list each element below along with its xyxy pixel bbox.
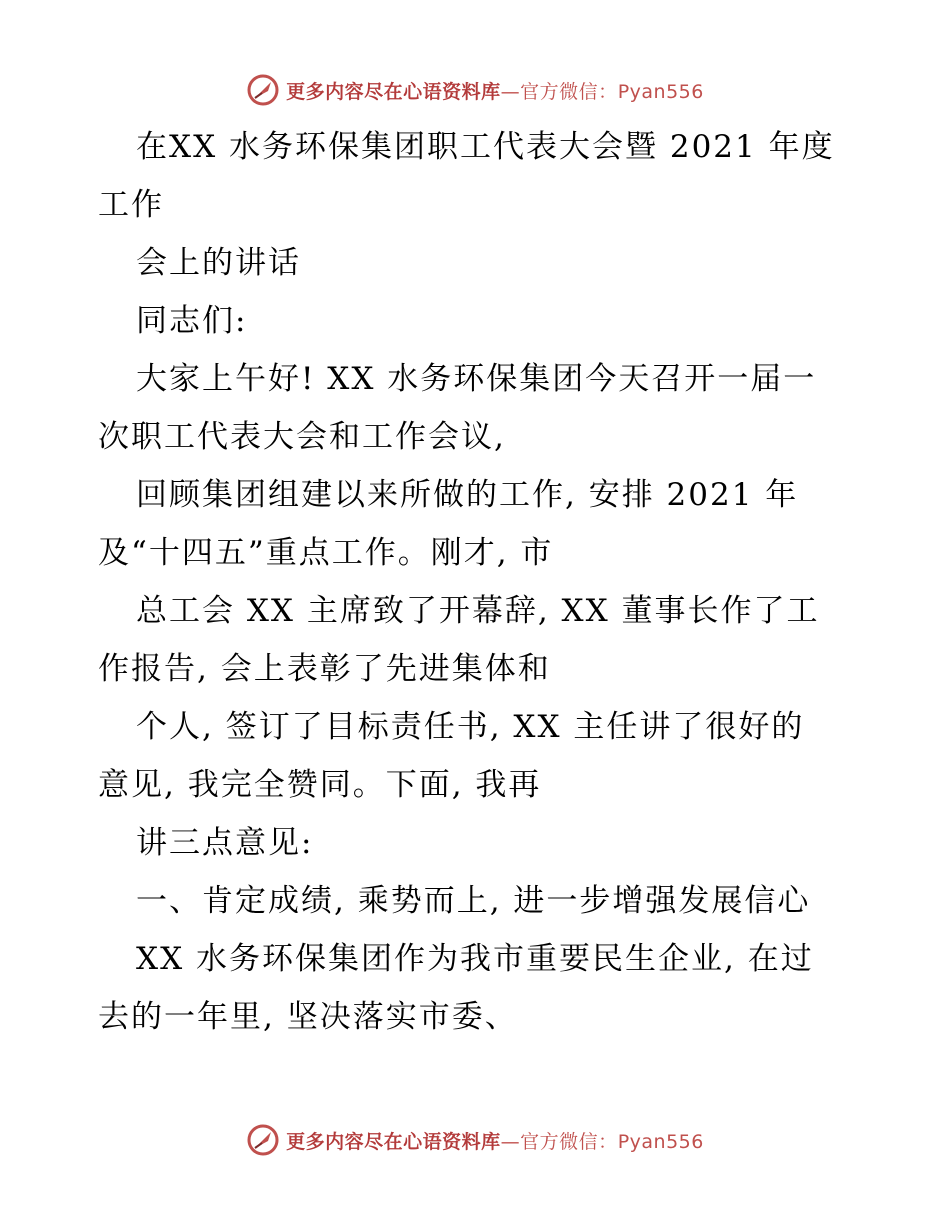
banner-wechat-id: Pyan556 xyxy=(617,1130,704,1153)
text-line: 同志们: xyxy=(136,303,248,339)
banner-wechat-label: —官方微信： xyxy=(500,1130,618,1153)
text-line: 及“十四五”重点工作。刚才, 市 xyxy=(98,535,554,571)
document-body xyxy=(98,118,858,1046)
banner-brand: 更多内容尽在心语资料库 xyxy=(286,80,501,103)
banner-wechat-label: —官方微信： xyxy=(500,80,618,103)
text-line: 大家上午好! XX 水务环保集团今天召开一届一 xyxy=(136,361,817,397)
quill-logo-icon xyxy=(246,73,280,107)
quill-logo-icon xyxy=(246,1123,280,1157)
text-line: 次职工代表大会和工作会议, xyxy=(98,419,506,455)
text-line: 会上的讲话 xyxy=(136,245,301,281)
text-line: 工作 xyxy=(98,187,164,223)
banner-text xyxy=(286,1127,704,1154)
banner-wechat-id: Pyan556 xyxy=(617,80,704,103)
text-line: 去的一年里, 坚决落实市委、 xyxy=(98,999,518,1035)
text-line: 总工会 XX 主席致了开幕辞, XX 董事长作了工 xyxy=(136,593,820,629)
text-line: 个人, 签订了目标责任书, XX 主任讲了很好的 xyxy=(136,709,805,745)
header-banner xyxy=(0,68,950,112)
text-line: 在XX 水务环保集团职工代表大会暨 2021 年度 xyxy=(136,129,835,165)
footer-banner xyxy=(0,1118,950,1162)
text-line: 讲三点意见: xyxy=(136,825,314,861)
text-line: 作报告, 会上表彰了先进集体和 xyxy=(98,651,551,687)
text-line: 回顾集团组建以来所做的工作, 安排 2021 年 xyxy=(136,477,799,513)
text-line: XX 水务环保集团作为我市重要民生企业, 在过 xyxy=(136,941,814,977)
banner-brand: 更多内容尽在心语资料库 xyxy=(286,1130,501,1153)
text-line: 意见, 我完全赞同。下面, 我再 xyxy=(98,767,542,803)
banner-text xyxy=(286,77,704,104)
section-heading: 一、肯定成绩, 乘势而上, 进一步增强发展信心 xyxy=(136,883,811,919)
